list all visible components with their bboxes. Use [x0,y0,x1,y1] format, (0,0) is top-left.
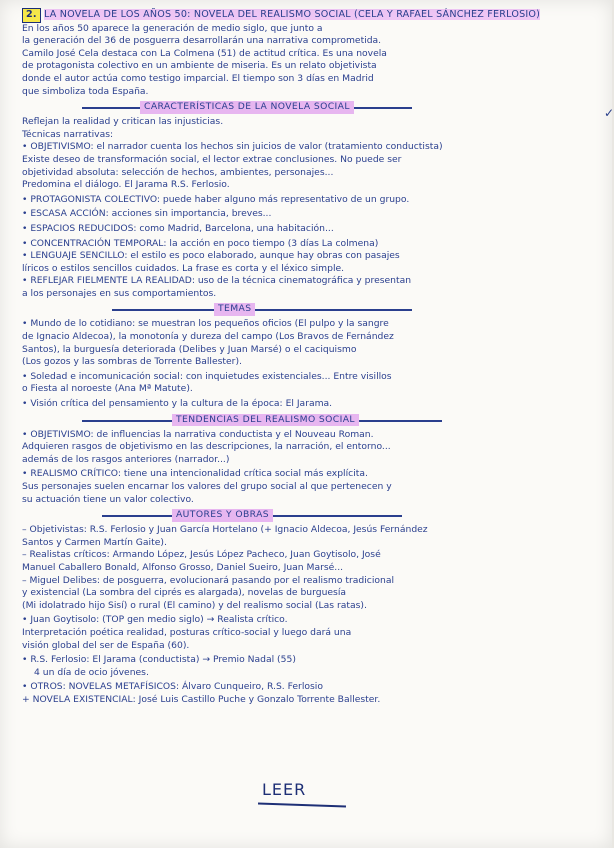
list-line: • PROTAGONISTA COLECTIVO: puede haber alguno más representativo de un grupo. [22,193,410,205]
section-caracteristicas [22,101,592,114]
intro-line: En los años 50 aparece la generación de medio siglo, que junto a [22,22,323,34]
list-line: Sus personajes suelen encarnar los valores del grupo social al que pertenecen y [22,481,392,492]
list-line: • Soledad e incomunicación social: con inquietudes existenciales... Entre visillos [22,370,392,382]
section-temas [22,303,592,316]
caracteristicas-list [22,116,592,300]
list-line: su actuación tiene un valor colectivo. [22,493,194,505]
list-line: – Miguel Delibes: de posguerra, evolucionará pasando por el realismo tradicional [22,574,395,586]
list-line: • Mundo de lo cotidiano: se muestran los pequeños oficios (El pulpo y la sangre [22,318,389,330]
intro-paragraph [22,23,592,99]
list-line: • OBJETIVISMO: el narrador cuenta los hechos sin juicios de valor (tratamiento conductista) [22,141,443,153]
list-line: de Ignacio Aldecoa), la monotonía y dureza del campo (Los Bravos de Fernández [22,331,394,343]
list-line: Santos y Carmen Martín Gaite). [22,536,167,548]
list-line: Predomina el diálogo. El Jarama R.S. Ferlosio. [22,179,230,191]
section-number: 2. [22,8,41,23]
list-line: – Realistas críticos: Armando López, Jesús López Pacheco, Juan Goytisolo, José [22,549,381,561]
list-line: 4 un día de ocio jóvenes. [34,666,149,678]
temas-list [22,318,592,410]
leer-note: LEER [262,780,307,799]
list-line: Técnicas narrativas: [22,128,114,140]
notes-content [22,8,592,707]
list-line: – Objetivistas: R.S. Ferlosio y Juan García Hortelano (+ Ignacio Aldecoa, Jesús Fernández [22,524,428,536]
list-line: Santos), la burguesía deteriorada (Delibes y Juan Marsé) o el caciquismo [22,343,357,355]
list-line: • ESPACIOS REDUCIDOS: como Madrid, Barcelona, una habitación... [22,222,334,234]
list-line: Manuel Caballero Bonald, Alfonso Grosso, Daniel Sueiro, Juan Marsé... [22,561,344,573]
section-heading: CARACTERÍSTICAS DE LA NOVELA SOCIAL [140,101,354,114]
section-rule [112,309,412,311]
list-line: Adquieren rasgos de objetivismo en las descripciones, la narración, el entorno... [22,441,391,453]
section-autores [22,509,592,522]
list-line: • OTROS: NOVELAS METAFÍSICOS: Álvaro Cunqueiro, R.S. Ferlosio [22,681,323,693]
list-line: o Fiesta al noroeste (Ana Mª Matute). [22,383,193,395]
list-line: + NOVELA EXISTENCIAL: José Luis Castillo Puche y Gonzalo Torrente Ballester. [22,693,381,705]
section-heading: TEMAS [214,303,255,316]
list-line: Reflejan la realidad y critican las injusticias. [22,116,224,128]
list-line: y existencial (La sombra del ciprés es alargada), novelas de burguesía [22,587,347,599]
list-line: • Visión crítica del pensamiento y la cultura de la época: El Jarama. [22,398,333,410]
page-title [22,8,592,23]
list-line: • REFLEJAR FIELMENTE LA REALIDAD: uso de la técnica cinematográfica y presentan [22,275,412,287]
list-line: • OBJETIVISMO: de influencias la narrativa conductista y el Nouveau Roman. [22,428,374,440]
title-text: LA NOVELA DE LOS AÑOS 50: NOVELA DEL REALISMO SOCIAL (CELA Y RAFAEL SÁNCHEZ FERLOSIO) [43,9,541,20]
list-line: Existe deseo de transformación social, el lector extrae conclusiones. No puede ser [22,153,402,165]
list-line: además de los rasgos anteriores (narrador...) [22,453,230,465]
check-mark: ✓ [603,106,614,120]
intro-line: Camilo José Cela destaca con La Colmena (51) de actitud crítica. Es una novela [22,47,387,59]
tendencias-list [22,429,592,507]
list-line: • ESCASA ACCIÓN: acciones sin importancia, breves... [22,208,272,220]
intro-line: que simboliza toda España. [22,85,149,97]
autores-list [22,524,592,706]
list-line: • LENGUAJE SENCILLO: el estilo es poco elaborado, aunque hay obras con pasajes [22,250,400,262]
list-line: • CONCENTRACIÓN TEMPORAL: la acción en poco tiempo (3 días La colmena) [22,237,379,249]
list-line: • REALISMO CRÍTICO: tiene una intencionalidad crítica social más explícita. [22,468,368,480]
list-line: visión global del ser de España (60). [22,639,190,651]
intro-line: donde el autor actúa como testigo imparcial. El tiempo son 3 días en Madrid [22,72,374,84]
intro-line: de protagonista colectivo en un ambiente de miseria. Es un relato objetivista [22,60,377,72]
section-heading: AUTORES Y OBRAS [172,509,273,522]
list-line: • R.S. Ferlosio: El Jarama (conductista) → Premio Nadal (55) [22,654,296,666]
leer-underline [258,802,346,807]
list-line: • Juan Goytisolo: (TOP gen medio siglo) → Realista crítico. [22,614,288,626]
list-line: objetividad absoluta: selección de hechos, ambientes, personajes... [22,166,334,178]
section-tendencias [22,414,592,427]
intro-line: la generación del 36 de posguerra desarrollarán una narrativa comprometida. [22,35,382,47]
list-line: (Los gozos y las sombras de Torrente Ballester). [22,356,242,368]
list-line: líricos o estilos sencillos cuidados. La frase es corta y el léxico simple. [22,262,345,274]
list-line: a los personajes en sus comportamientos. [22,287,217,299]
section-heading: TENDENCIAS DEL REALISMO SOCIAL [172,414,359,427]
list-line: (Mi idolatrado hijo Sisí) o rural (El camino) y del realismo social (Las ratas). [22,599,367,611]
list-line: Interpretación poética realidad, posturas crítico-social y luego dará una [22,626,352,638]
